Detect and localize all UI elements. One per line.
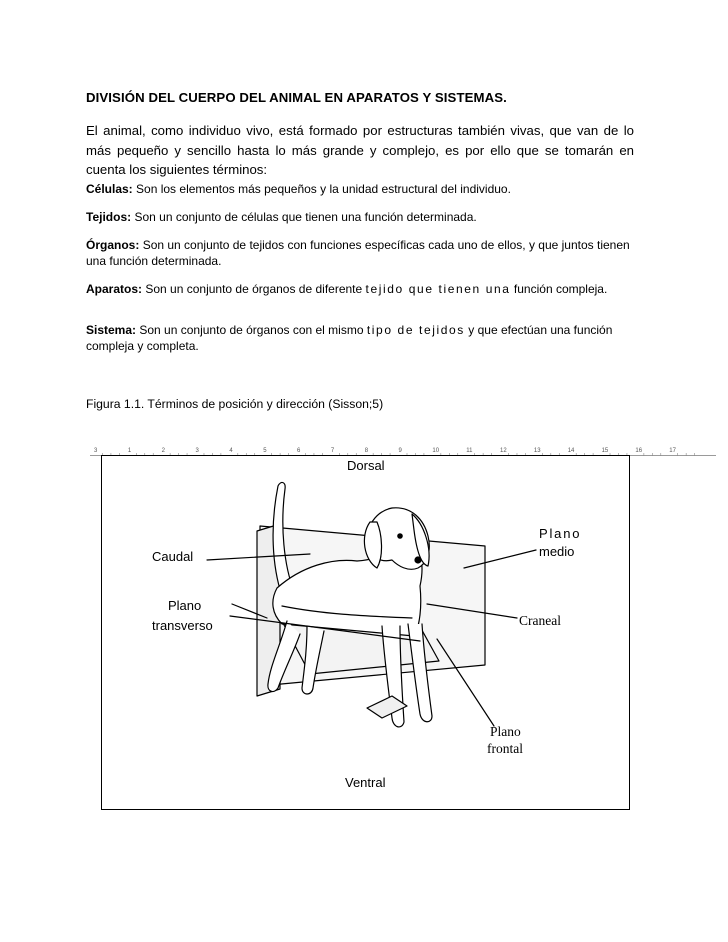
page-title: DIVISIÓN DEL CUERPO DEL ANIMAL EN APARATOS Y SISTEMAS. bbox=[86, 90, 507, 105]
definition-text: Son un conjunto de órganos con el mismo bbox=[139, 323, 364, 337]
ruler-number: 4 bbox=[229, 448, 233, 454]
definition-term: Sistema: bbox=[86, 323, 137, 337]
intro-paragraph: El animal, como individuo vivo, está formado por estructuras también vivas, que van de lo más pequeño y sencillo hasta lo más grande y complejo, es por ello que se tomarán en cuenta los siguientes términos: bbox=[86, 123, 634, 177]
ruler-number: 13 bbox=[533, 448, 541, 454]
definition-text: Son los elementos más pequeños y la unidad estructural del individuo. bbox=[136, 182, 511, 196]
ruler-number: 1 bbox=[127, 448, 132, 454]
ruler-number: 5 bbox=[263, 448, 267, 454]
definition-celulas bbox=[86, 181, 634, 197]
ruler-number: 7 bbox=[330, 448, 335, 454]
ruler-number: 12 bbox=[500, 448, 507, 454]
ruler-number: 6 bbox=[297, 448, 301, 454]
label-dorsal: Dorsal bbox=[347, 458, 385, 473]
ruler-number: 17 bbox=[669, 448, 676, 454]
ruler-number: 3 bbox=[195, 448, 199, 454]
definition-text: Son un conjunto de células que tienen una función determinada. bbox=[134, 210, 477, 224]
label-plano-transverso-2: transverso bbox=[152, 618, 213, 633]
definition-text-spaced: tejido que tienen una bbox=[365, 282, 511, 296]
definition-tejidos bbox=[86, 209, 634, 225]
definition-term: Tejidos: bbox=[86, 210, 132, 224]
ruler-number: 14 bbox=[567, 448, 575, 454]
definition-term: Órganos: bbox=[86, 238, 140, 252]
ruler-number: 11 bbox=[466, 448, 473, 454]
label-craneal: Craneal bbox=[519, 613, 561, 628]
definition-aparatos bbox=[86, 281, 634, 297]
definition-text: y que efectúan una función compleja y completa. bbox=[86, 323, 613, 353]
label-plano-transverso-1: Plano bbox=[168, 598, 202, 613]
ruler-number: 10 bbox=[432, 448, 440, 454]
ruler-number: 3 bbox=[94, 448, 98, 454]
figure-frame bbox=[101, 455, 630, 810]
ruler-number: 9 bbox=[398, 448, 402, 454]
definition-sistema bbox=[86, 322, 634, 354]
label-ventral: Ventral bbox=[345, 775, 386, 790]
label-plano-frontal-1: Plano bbox=[490, 724, 521, 739]
dog-nose bbox=[415, 557, 421, 563]
dog-eye bbox=[398, 534, 402, 538]
label-plano-medio-2: medio bbox=[539, 544, 575, 559]
figure-caption: Figura 1.1. Términos de posición y dirección (Sisson;5) bbox=[86, 397, 384, 411]
ruler-number: 8 bbox=[364, 448, 369, 454]
definition-term: Células: bbox=[86, 182, 133, 196]
definition-text-spaced: tipo de tejidos bbox=[366, 323, 465, 337]
definition-text: Son un conjunto de órganos de diferente bbox=[145, 282, 363, 296]
ruler-number: 15 bbox=[601, 448, 609, 454]
definition-term: Aparatos: bbox=[86, 282, 143, 296]
definition-text: Son un conjunto de tejidos con funciones específicas cada uno de ellos, y que juntos tienen una función determinada. bbox=[86, 238, 630, 268]
label-plano-frontal-2: frontal bbox=[487, 741, 523, 756]
definition-text: función compleja. bbox=[513, 282, 608, 296]
ruler-number: 2 bbox=[161, 448, 166, 454]
ruler-number: 16 bbox=[635, 448, 643, 454]
definition-organos bbox=[86, 237, 634, 269]
label-caudal: Caudal bbox=[152, 549, 194, 564]
label-plano-medio-1: Plano bbox=[539, 526, 582, 541]
